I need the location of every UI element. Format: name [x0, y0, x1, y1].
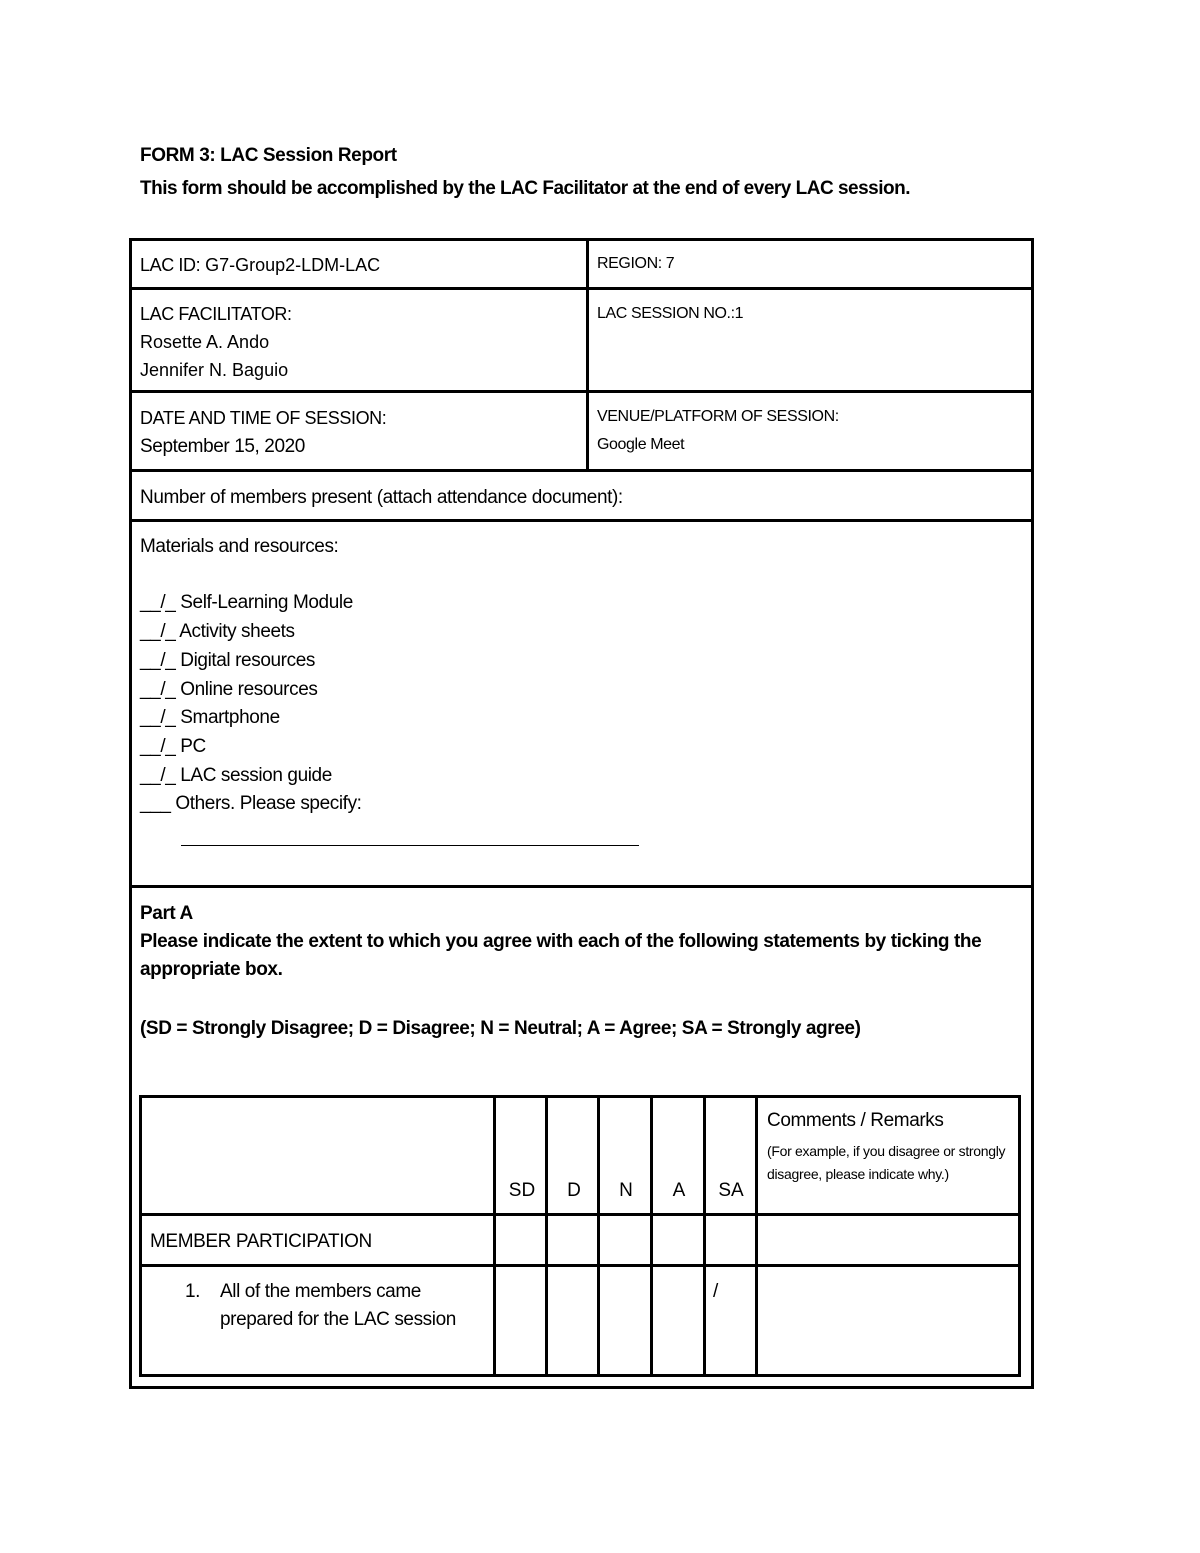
lac-id-value: G7-Group2-LDM-LAC	[205, 255, 381, 275]
material-item: __/_ PC	[140, 736, 206, 757]
divider	[129, 469, 1034, 472]
column-header-d: D	[567, 1180, 581, 1201]
divider	[755, 1095, 758, 1375]
materials-label: Materials and resources:	[140, 536, 339, 557]
material-item: __/_ Self-Learning Module	[140, 592, 353, 613]
divider	[139, 1264, 1021, 1267]
session-no-label: LAC SESSION NO.:1	[597, 305, 744, 322]
section-member-participation: MEMBER PARTICIPATION	[150, 1231, 372, 1252]
part-a-legend: (SD = Strongly Disagree; D = Disagree; N = Neutral; A = Agree; SA = Strongly agree)	[140, 1018, 861, 1039]
form-title: FORM 3: LAC Session Report	[140, 145, 397, 166]
form-subtitle: This form should be accomplished by the LAC Facilitator at the end of every LAC session.	[140, 178, 910, 199]
divider	[650, 1095, 653, 1375]
venue-label: VENUE/PLATFORM OF SESSION:	[597, 408, 839, 425]
date-label: DATE AND TIME OF SESSION:	[140, 408, 387, 428]
venue-value: Google Meet	[597, 436, 685, 453]
material-item: __/_ Activity sheets	[140, 621, 295, 642]
lac-id-field	[140, 251, 380, 280]
column-header-a: A	[672, 1180, 686, 1201]
divider	[129, 287, 1034, 290]
item-number: 1.	[185, 1281, 201, 1302]
divider	[703, 1095, 706, 1375]
divider	[493, 1095, 496, 1375]
date-value: September 15, 2020	[140, 436, 305, 457]
part-a-title: Part A	[140, 903, 193, 924]
comments-header: Comments / Remarks	[767, 1110, 944, 1131]
facilitator-name: Jennifer N. Baguio	[140, 360, 289, 380]
column-header-sa: SA	[718, 1180, 744, 1201]
others-specify-line	[181, 845, 639, 846]
divider	[129, 519, 1034, 522]
divider	[586, 238, 589, 472]
column-header-sd: SD	[508, 1180, 536, 1201]
facilitator-label: LAC FACILITATOR:	[140, 304, 292, 324]
comments-hint: (For example, if you disagree or strongly disagree, please indicate why.)	[767, 1143, 1006, 1182]
part-a-instruction: Please indicate the extent to which you agree with each of the following statements by ticking the appropriate box.	[140, 931, 982, 980]
material-item: __/_ LAC session guide	[140, 765, 332, 786]
divider	[545, 1095, 548, 1375]
column-header-n: N	[619, 1180, 633, 1201]
material-item: __/_ Smartphone	[140, 707, 280, 728]
facilitator-name: Rosette A. Ando	[140, 332, 270, 352]
item-statement: All of the members came prepared for the LAC session	[220, 1281, 456, 1330]
divider	[139, 1213, 1021, 1216]
material-item: __/_ Digital resources	[140, 650, 315, 671]
members-present-label: Number of members present (attach attendance document):	[140, 487, 623, 508]
region-label: REGION: 7	[597, 255, 675, 272]
item-sa-checkmark[interactable]: /	[713, 1281, 718, 1302]
divider	[129, 390, 1034, 393]
divider	[129, 885, 1034, 888]
material-item: __/_ Online resources	[140, 679, 318, 700]
lac-id-label: LAC ID:	[140, 255, 201, 275]
material-item: ___ Others. Please specify:	[140, 793, 362, 814]
divider	[597, 1095, 600, 1375]
